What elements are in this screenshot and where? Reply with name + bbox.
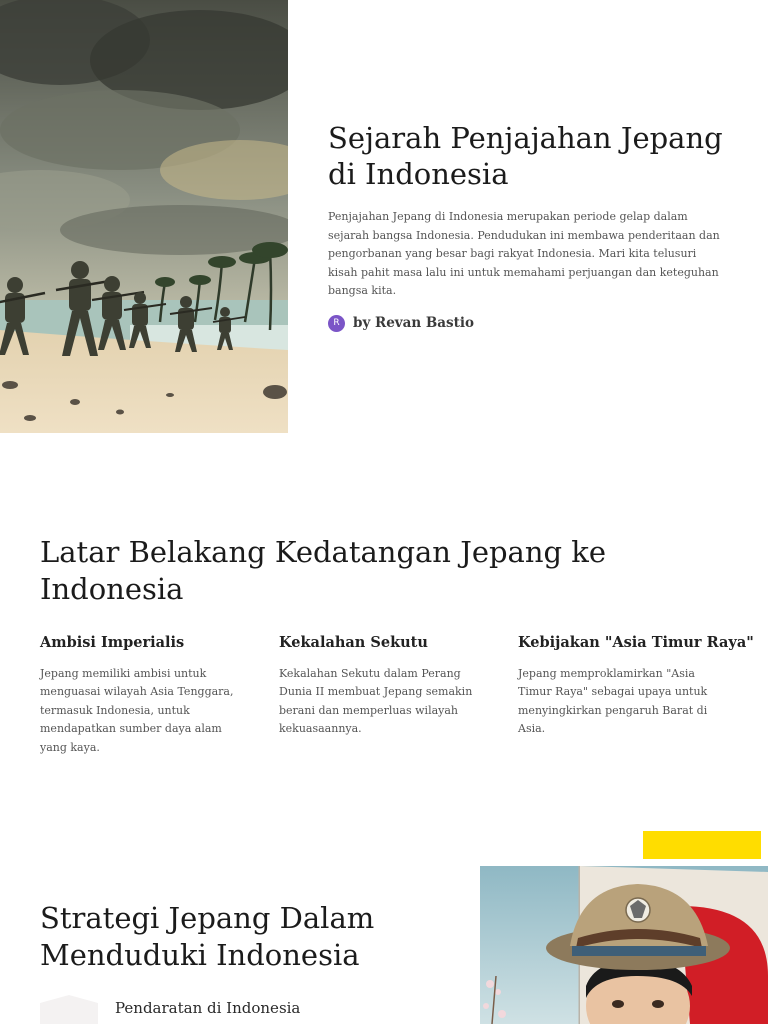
hero-title: Sejarah Penjajahan Jepang di Indonesia — [328, 121, 723, 191]
hero-text-block — [328, 120, 728, 332]
card-text: Jepang memiliki ambisi untuk menguasai wilayah Asia Tenggara, termasuk Indonesia, untuk mendapatkan sumber daya alam yang kaya. — [40, 667, 234, 754]
card-title: Kebijakan "Asia Timur Raya" — [518, 634, 754, 651]
card-text: Jepang memproklamirkan "Asia Timur Raya" sebagai upaya untuk menyingkirkan pengaruh Barat di Asia. — [518, 667, 708, 736]
card-title: Ambisi Imperialis — [40, 634, 185, 651]
hero-image — [0, 0, 288, 433]
strategy-image — [480, 866, 768, 1024]
card-east-asia-policy — [518, 632, 754, 739]
card-imperial-ambition — [40, 632, 250, 757]
highlight-bar — [643, 831, 761, 859]
strategy-section-title: Strategi Jepang Dalam Menduduki Indonesia — [40, 901, 375, 972]
avatar[interactable]: R — [328, 315, 345, 332]
card-text: Kekalahan Sekutu dalam Perang Dunia II membuat Jepang semakin berani dan memperluas wilayah kekuasaannya. — [279, 667, 473, 736]
step-icon-container — [40, 989, 98, 1024]
hero-description: Penjajahan Jepang di Indonesia merupakan periode gelap dalam sejarah bangsa Indonesia. Pendudukan ini membawa penderitaan dan pengorbanan yang besar bagi rakyat Indonesia. Mari kita telusuri kisah pahit masa lalu ini untuk memahami perjuangan dan keteguhan bangsa kita. — [328, 210, 720, 298]
bookmark-icon — [40, 989, 98, 1024]
author-name[interactable]: by Revan Bastio — [353, 315, 475, 332]
card-allied-defeat — [279, 632, 489, 739]
step-label-landing: Pendaratan di Indonesia — [115, 999, 301, 1017]
background-section-title: Latar Belakang Kedatangan Jepang ke Indonesia — [40, 535, 607, 606]
author[interactable] — [328, 315, 728, 332]
card-title: Kekalahan Sekutu — [279, 634, 428, 651]
